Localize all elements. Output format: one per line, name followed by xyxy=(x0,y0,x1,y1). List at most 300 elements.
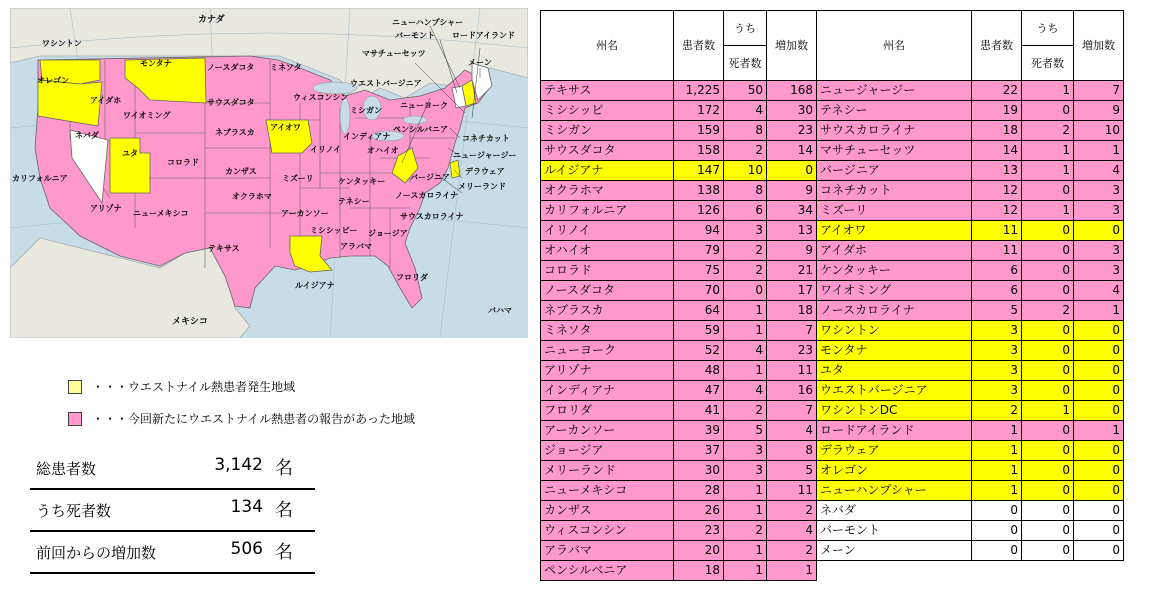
table-row xyxy=(541,381,1124,401)
cell-state: ミシガン xyxy=(541,121,674,141)
empty-cell xyxy=(1022,561,1074,581)
label-iowa: アイオワ xyxy=(270,123,302,132)
cell-patients: 22 xyxy=(972,81,1022,101)
cell-patients: 47 xyxy=(674,381,724,401)
cell-deaths: 1 xyxy=(724,561,767,581)
cell-increase: 3 xyxy=(1074,201,1124,221)
cell-deaths: 1 xyxy=(1022,401,1074,421)
cell-deaths: 0 xyxy=(1022,461,1074,481)
cell-deaths: 0 xyxy=(1022,321,1074,341)
cell-patients: 79 xyxy=(674,241,724,261)
label-idaho: アイダホ xyxy=(90,96,122,105)
cell-deaths: 3 xyxy=(724,441,767,461)
cell-state: アイオワ xyxy=(817,221,972,241)
label-tennessee: テネシー xyxy=(338,197,370,206)
cell-state: サウスカロライナ xyxy=(817,121,972,141)
cell-patients: 1 xyxy=(972,421,1022,441)
cell-state: フロリダ xyxy=(541,401,674,421)
cell-patients: 0 xyxy=(972,501,1022,521)
table-row xyxy=(541,521,1124,541)
cell-state: ワシントンDC xyxy=(817,401,972,421)
legend-item-reported xyxy=(68,410,415,427)
cell-state: アラバマ xyxy=(541,541,674,561)
cell-deaths: 3 xyxy=(724,461,767,481)
cell-state: ニュージャージー xyxy=(817,81,972,101)
cell-increase: 8 xyxy=(767,441,817,461)
cell-patients: 12 xyxy=(972,181,1022,201)
cell-patients: 138 xyxy=(674,181,724,201)
cell-deaths: 4 xyxy=(724,101,767,121)
cell-state: カンザス xyxy=(541,501,674,521)
label-new-jersey: ニュージャージー xyxy=(453,151,517,160)
cell-increase: 0 xyxy=(1074,401,1124,421)
table-row xyxy=(541,561,1124,581)
cell-patients: 41 xyxy=(674,401,724,421)
cell-patients: 70 xyxy=(674,281,724,301)
cell-state: ニューヨーク xyxy=(541,341,674,361)
cell-state: ノースカロライナ xyxy=(817,301,972,321)
cell-increase: 0 xyxy=(1074,341,1124,361)
cell-deaths: 2 xyxy=(1022,121,1074,141)
cell-deaths: 1 xyxy=(1022,161,1074,181)
cell-increase: 9 xyxy=(1074,101,1124,121)
stat-unit: 名 xyxy=(275,458,293,479)
cell-deaths: 0 xyxy=(1022,361,1074,381)
label-texas: テキサス xyxy=(208,244,240,253)
header-patients: 患者数 xyxy=(674,11,724,81)
stat-total-patients xyxy=(30,448,315,490)
cell-increase: 7 xyxy=(767,321,817,341)
stat-value: 506 xyxy=(230,539,263,559)
cell-deaths: 0 xyxy=(1022,341,1074,361)
cell-deaths: 1 xyxy=(1022,81,1074,101)
cell-deaths: 6 xyxy=(724,201,767,221)
cell-patients: 172 xyxy=(674,101,724,121)
legend-text: ・・・ウエストナイル熱患者発生地域 xyxy=(92,380,296,394)
cell-deaths: 5 xyxy=(724,421,767,441)
cell-deaths: 0 xyxy=(1022,441,1074,461)
cell-patients: 3 xyxy=(972,341,1022,361)
cell-state: ロードアイランド xyxy=(817,421,972,441)
table-row xyxy=(541,181,1124,201)
table-row xyxy=(541,401,1124,421)
cell-state: オレゴン xyxy=(817,461,972,481)
cell-increase: 0 xyxy=(1074,441,1124,461)
cell-deaths: 0 xyxy=(1022,281,1074,301)
table-row xyxy=(541,481,1124,501)
cell-patients: 0 xyxy=(972,521,1022,541)
cell-patients: 20 xyxy=(674,541,724,561)
label-montana: モンタナ xyxy=(140,59,172,68)
stat-increase xyxy=(30,532,315,574)
label-pennsylvania: ペンシルバニア xyxy=(393,125,449,134)
cell-increase: 168 xyxy=(767,81,817,101)
cell-patients: 94 xyxy=(674,221,724,241)
cell-deaths: 0 xyxy=(1022,381,1074,401)
cell-state: ニューメキシコ xyxy=(541,481,674,501)
cell-state: バージニア xyxy=(817,161,972,181)
cell-state: ウエストバージニア xyxy=(817,381,972,401)
cell-patients: 12 xyxy=(972,201,1022,221)
header-deaths: 死者数 xyxy=(724,46,767,81)
cell-patients: 3 xyxy=(972,361,1022,381)
table-row xyxy=(541,81,1124,101)
cell-state: ミネソタ xyxy=(541,321,674,341)
table-row xyxy=(541,421,1124,441)
stat-label: うち死者数 xyxy=(36,502,112,520)
cell-increase: 34 xyxy=(767,201,817,221)
cell-deaths: 0 xyxy=(1022,261,1074,281)
cell-deaths: 0 xyxy=(1022,221,1074,241)
cell-patients: 159 xyxy=(674,121,724,141)
cell-patients: 13 xyxy=(972,161,1022,181)
legend-swatch-yellow xyxy=(68,380,82,394)
cell-increase: 0 xyxy=(1074,381,1124,401)
cell-increase: 23 xyxy=(767,341,817,361)
cell-deaths: 1 xyxy=(724,481,767,501)
cell-increase: 11 xyxy=(767,481,817,501)
cell-deaths: 1 xyxy=(724,541,767,561)
label-nevada: ネバダ xyxy=(75,131,99,140)
cell-increase: 0 xyxy=(1074,221,1124,241)
cell-increase: 3 xyxy=(1074,241,1124,261)
cell-increase: 9 xyxy=(767,181,817,201)
cell-state: アリゾナ xyxy=(541,361,674,381)
cell-increase: 7 xyxy=(1074,81,1124,101)
label-maine: メーン xyxy=(468,58,492,67)
label-florida: フロリダ xyxy=(396,273,428,282)
cell-increase: 5 xyxy=(767,461,817,481)
label-indiana: インディアナ xyxy=(343,132,391,141)
cell-increase: 9 xyxy=(767,241,817,261)
cell-increase: 0 xyxy=(1074,521,1124,541)
empty-cell xyxy=(817,561,972,581)
label-north-dakota: ノースダコタ xyxy=(207,63,255,72)
cell-state: カリフォルニア xyxy=(541,201,674,221)
cell-state: モンタナ xyxy=(817,341,972,361)
cell-increase: 11 xyxy=(767,361,817,381)
label-new-mexico: ニューメキシコ xyxy=(133,209,189,218)
cell-state: コネチカット xyxy=(817,181,972,201)
cell-state: メーン xyxy=(817,541,972,561)
header-of-which: うち xyxy=(724,11,767,46)
cell-increase: 14 xyxy=(767,141,817,161)
table-row xyxy=(541,161,1124,181)
cell-deaths: 1 xyxy=(724,361,767,381)
label-kentucky: ケンタッキー xyxy=(338,177,386,186)
label-mississippi: ミシシッピー xyxy=(310,226,358,235)
label-west-virginia: ウエストバージニア xyxy=(350,79,422,88)
cell-increase: 2 xyxy=(767,541,817,561)
cell-state: オクラホマ xyxy=(541,181,674,201)
label-alabama: アラバマ xyxy=(340,242,372,251)
cell-patients: 11 xyxy=(972,241,1022,261)
header-increase: 増加数 xyxy=(1074,11,1124,81)
cell-increase: 0 xyxy=(1074,541,1124,561)
cell-patients: 18 xyxy=(674,561,724,581)
stat-unit: 名 xyxy=(275,542,293,563)
stat-value: 134 xyxy=(230,497,263,517)
cell-deaths: 2 xyxy=(724,241,767,261)
cell-deaths: 2 xyxy=(724,521,767,541)
cell-increase: 13 xyxy=(767,221,817,241)
cell-deaths: 1 xyxy=(1022,201,1074,221)
table-row xyxy=(541,221,1124,241)
legend-item-occurred xyxy=(68,378,295,395)
cell-state: デラウェア xyxy=(817,441,972,461)
header-patients: 患者数 xyxy=(972,11,1022,81)
cell-patients: 6 xyxy=(972,281,1022,301)
table-row xyxy=(541,541,1124,561)
stat-label: 総患者数 xyxy=(36,460,97,478)
label-north-carolina: ノースカロライナ xyxy=(395,191,459,200)
header-deaths: 死者数 xyxy=(1022,46,1074,81)
cell-deaths: 1 xyxy=(724,321,767,341)
label-vermont: バーモント xyxy=(395,31,435,40)
cell-deaths: 1 xyxy=(1022,141,1074,161)
cell-state: ニューハンプシャー xyxy=(817,481,972,501)
header-increase: 増加数 xyxy=(767,11,817,81)
cell-patients: 1 xyxy=(972,461,1022,481)
cell-deaths: 0 xyxy=(1022,501,1074,521)
cell-patients: 23 xyxy=(674,521,724,541)
label-nebraska: ネブラスカ xyxy=(215,128,255,137)
state-delaware xyxy=(450,160,460,178)
cell-deaths: 8 xyxy=(724,121,767,141)
label-washington: ワシントン xyxy=(42,39,82,48)
label-south-carolina: サウスカロライナ xyxy=(400,212,464,221)
cell-patients: 1 xyxy=(972,441,1022,461)
cell-increase: 0 xyxy=(1074,361,1124,381)
table-row xyxy=(541,201,1124,221)
label-georgia: ジョージア xyxy=(368,229,408,238)
cell-patients: 18 xyxy=(972,121,1022,141)
summary-stats xyxy=(30,448,315,574)
cell-patients: 2 xyxy=(972,401,1022,421)
cell-deaths: 0 xyxy=(1022,101,1074,121)
cell-deaths: 0 xyxy=(1022,181,1074,201)
cell-patients: 5 xyxy=(972,301,1022,321)
stat-deaths xyxy=(30,490,315,532)
label-massachusetts: マサチューセッツ xyxy=(362,49,426,58)
cell-patients: 59 xyxy=(674,321,724,341)
cell-state: バーモント xyxy=(817,521,972,541)
cell-increase: 10 xyxy=(1074,121,1124,141)
label-oregon: オレゴン xyxy=(37,76,69,85)
us-map xyxy=(10,8,528,338)
cell-state: ノースダコタ xyxy=(541,281,674,301)
table-body xyxy=(541,81,1124,581)
cell-increase: 3 xyxy=(1074,261,1124,281)
cell-state: イリノイ xyxy=(541,221,674,241)
cell-increase: 1 xyxy=(1074,301,1124,321)
label-ohio: オハイオ xyxy=(367,146,399,155)
cell-increase: 4 xyxy=(1074,281,1124,301)
cell-patients: 126 xyxy=(674,201,724,221)
label-connecticut: コネチカット xyxy=(462,134,510,143)
cell-deaths: 2 xyxy=(1022,301,1074,321)
cell-patients: 0 xyxy=(972,541,1022,561)
cell-deaths: 2 xyxy=(724,141,767,161)
table-row xyxy=(541,441,1124,461)
cell-deaths: 8 xyxy=(724,181,767,201)
label-rhode-island: ロードアイランド xyxy=(452,31,516,40)
table-row xyxy=(541,321,1124,341)
cell-patients: 37 xyxy=(674,441,724,461)
cell-increase: 16 xyxy=(767,381,817,401)
cell-increase: 0 xyxy=(1074,481,1124,501)
cell-increase: 23 xyxy=(767,121,817,141)
cell-deaths: 3 xyxy=(724,221,767,241)
cell-increase: 4 xyxy=(1074,161,1124,181)
cell-state: テキサス xyxy=(541,81,674,101)
cell-increase: 0 xyxy=(1074,321,1124,341)
label-arkansas: アーカンソー xyxy=(281,209,329,218)
cell-increase: 7 xyxy=(767,401,817,421)
stat-unit: 名 xyxy=(275,500,293,521)
table-row xyxy=(541,141,1124,161)
cell-patients: 1 xyxy=(972,481,1022,501)
label-michigan: ミシガン xyxy=(350,106,382,115)
cell-patients: 39 xyxy=(674,421,724,441)
cell-patients: 158 xyxy=(674,141,724,161)
cell-patients: 3 xyxy=(972,381,1022,401)
table-row xyxy=(541,341,1124,361)
cell-patients: 30 xyxy=(674,461,724,481)
cell-patients: 147 xyxy=(674,161,724,181)
cell-state: ミシシッピ xyxy=(541,101,674,121)
cell-state: ウィスコンシン xyxy=(541,521,674,541)
cell-state: サウスダコタ xyxy=(541,141,674,161)
cell-increase: 2 xyxy=(767,501,817,521)
label-arizona: アリゾナ xyxy=(90,204,122,213)
cell-deaths: 0 xyxy=(1022,481,1074,501)
cell-deaths: 0 xyxy=(1022,421,1074,441)
cell-state: コロラド xyxy=(541,261,674,281)
cell-state: アイダホ xyxy=(817,241,972,261)
label-south-dakota: サウスダコタ xyxy=(207,98,255,107)
cell-deaths: 0 xyxy=(1022,521,1074,541)
cell-patients: 26 xyxy=(674,501,724,521)
cell-deaths: 2 xyxy=(724,401,767,421)
cell-state: ペンシルベニア xyxy=(541,561,674,581)
cell-increase: 0 xyxy=(1074,461,1124,481)
state-table xyxy=(540,10,1124,581)
empty-cell xyxy=(972,561,1022,581)
cell-deaths: 4 xyxy=(724,381,767,401)
header-of-which: うち xyxy=(1022,11,1074,46)
cell-increase: 0 xyxy=(1074,501,1124,521)
cell-patients: 3 xyxy=(972,321,1022,341)
label-minnesota: ミネソタ xyxy=(270,63,302,72)
label-oklahoma: オクラホマ xyxy=(232,192,272,201)
table-row xyxy=(541,461,1124,481)
cell-deaths: 0 xyxy=(1022,241,1074,261)
legend-swatch-pink xyxy=(68,412,82,426)
cell-increase: 0 xyxy=(767,161,817,181)
cell-deaths: 10 xyxy=(724,161,767,181)
label-virginia: バージニア xyxy=(410,173,450,182)
stat-value: 3,142 xyxy=(214,455,263,475)
empty-cell xyxy=(1074,561,1124,581)
cell-state: アーカンソー xyxy=(541,421,674,441)
table-row xyxy=(541,101,1124,121)
cell-increase: 4 xyxy=(767,521,817,541)
cell-increase: 4 xyxy=(767,421,817,441)
cell-state: ジョージア xyxy=(541,441,674,461)
cell-patients: 28 xyxy=(674,481,724,501)
cell-patients: 48 xyxy=(674,361,724,381)
cell-deaths: 1 xyxy=(724,301,767,321)
label-new-york: ニューヨーク xyxy=(400,101,448,110)
label-california: カリフォルニア xyxy=(12,174,68,183)
label-kansas: カンザス xyxy=(225,167,257,176)
cell-deaths: 1 xyxy=(724,501,767,521)
label-canada: カナダ xyxy=(198,15,225,25)
cell-state: ミズーリ xyxy=(817,201,972,221)
cell-increase: 30 xyxy=(767,101,817,121)
cell-state: マサチューセッツ xyxy=(817,141,972,161)
cell-state: ユタ xyxy=(817,361,972,381)
table-row xyxy=(541,501,1124,521)
cell-increase: 1 xyxy=(1074,421,1124,441)
stat-label: 前回からの増加数 xyxy=(36,544,157,562)
cell-state: ネブラスカ xyxy=(541,301,674,321)
table-row xyxy=(541,241,1124,261)
cell-patients: 14 xyxy=(972,141,1022,161)
table-row xyxy=(541,361,1124,381)
label-louisiana: ルイジアナ xyxy=(295,281,335,290)
label-maryland: メリーランド xyxy=(458,182,506,191)
label-missouri: ミズーリ xyxy=(282,174,314,183)
cell-state: ルイジアナ xyxy=(541,161,674,181)
legend-text: ・・・今回新たにウエストナイル熱患者の報告があった地域 xyxy=(92,412,416,426)
table-row xyxy=(541,301,1124,321)
cell-state: ワイオミング xyxy=(817,281,972,301)
cell-deaths: 2 xyxy=(724,261,767,281)
label-delaware: デラウェア xyxy=(465,167,505,176)
label-colorado: コロラド xyxy=(167,158,199,167)
cell-increase: 18 xyxy=(767,301,817,321)
table-row xyxy=(541,121,1124,141)
cell-patients: 64 xyxy=(674,301,724,321)
cell-deaths: 0 xyxy=(1022,541,1074,561)
label-wyoming: ワイオミング xyxy=(123,111,171,120)
label-illinois: イリノイ xyxy=(310,145,341,154)
header-state: 州名 xyxy=(541,11,674,81)
cell-increase: 21 xyxy=(767,261,817,281)
cell-patients: 52 xyxy=(674,341,724,361)
label-wisconsin: ウィスコンシン xyxy=(293,93,349,102)
label-bahamas: バハマ xyxy=(488,306,512,315)
cell-deaths: 50 xyxy=(724,81,767,101)
cell-state: インディアナ xyxy=(541,381,674,401)
cell-patients: 75 xyxy=(674,261,724,281)
cell-increase: 3 xyxy=(1074,181,1124,201)
cell-state: ネバダ xyxy=(817,501,972,521)
cell-increase: 1 xyxy=(767,561,817,581)
cell-patients: 11 xyxy=(972,221,1022,241)
cell-state: ワシントン xyxy=(817,321,972,341)
cell-state: オハイオ xyxy=(541,241,674,261)
table-row xyxy=(541,261,1124,281)
cell-state: メリーランド xyxy=(541,461,674,481)
cell-increase: 17 xyxy=(767,281,817,301)
cell-patients: 6 xyxy=(972,261,1022,281)
cell-state: テネシー xyxy=(817,101,972,121)
cell-deaths: 0 xyxy=(724,281,767,301)
header-state: 州名 xyxy=(817,11,972,81)
